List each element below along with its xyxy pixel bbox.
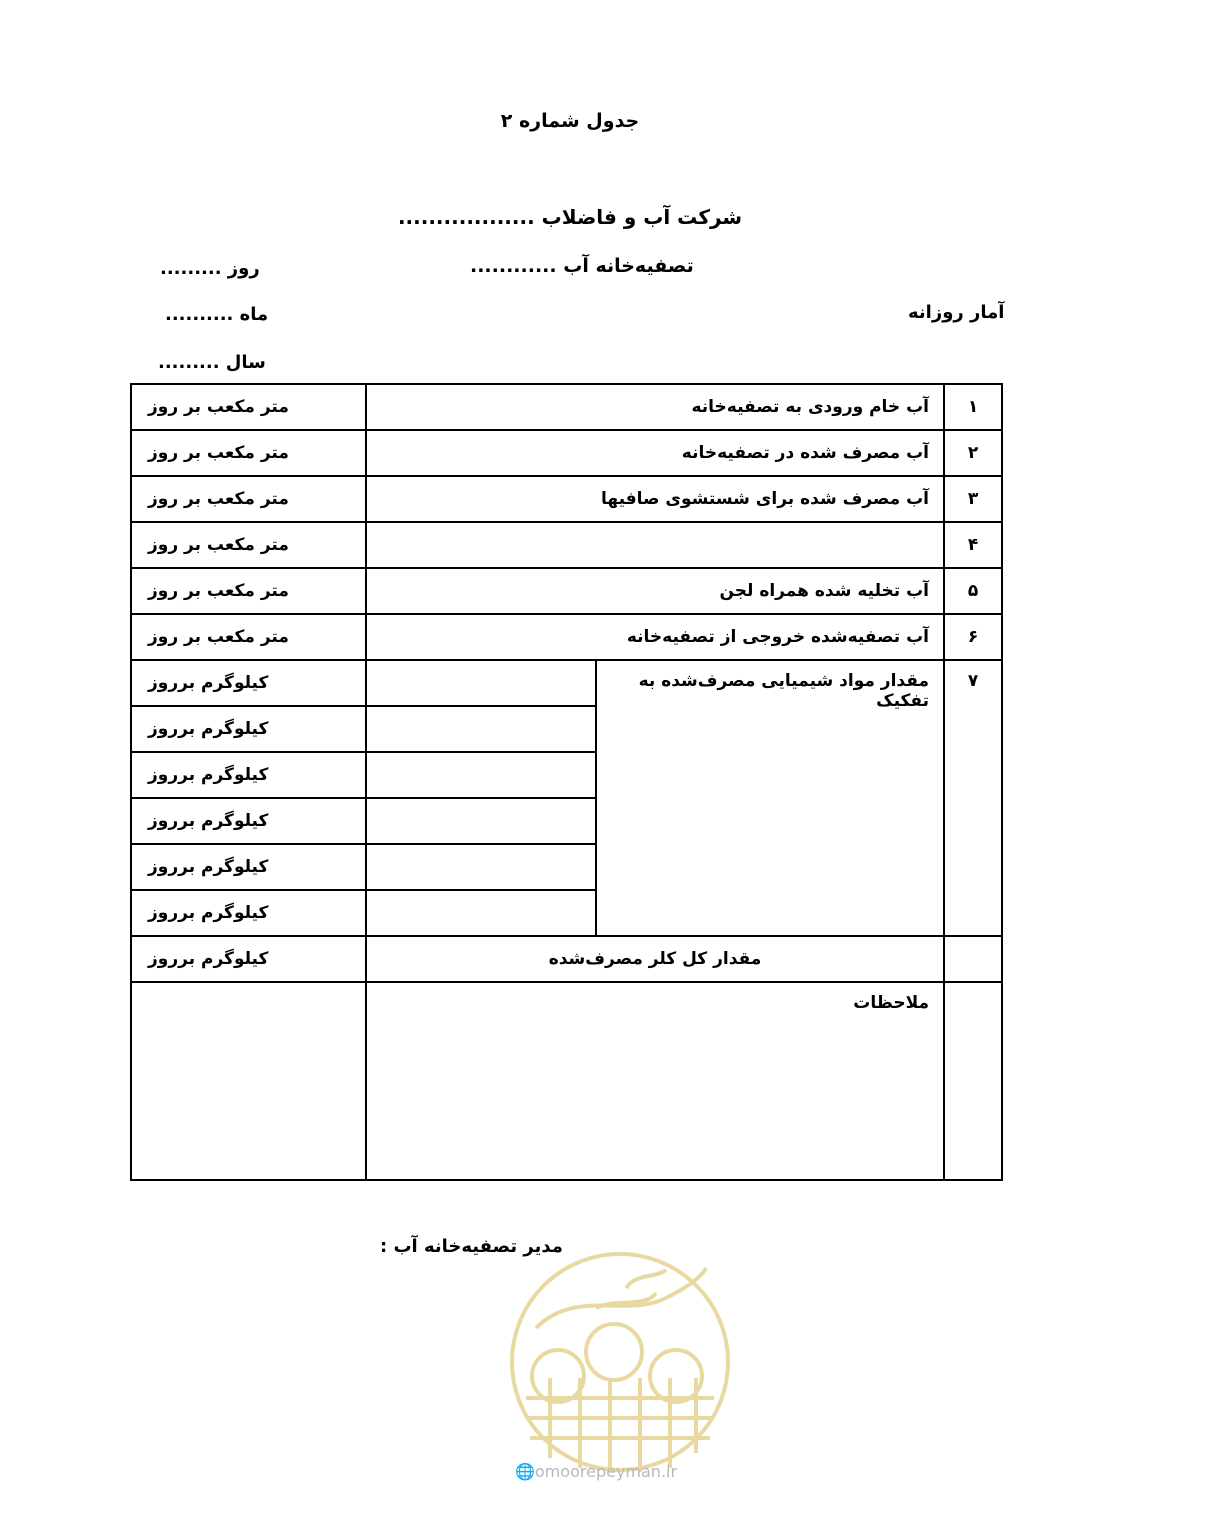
daily-stats-table [130, 383, 1003, 1181]
chlorine-unit: کیلوگرم برروز [131, 936, 366, 982]
table-row [131, 384, 1002, 430]
row-unit: متر مکعب بر روز [131, 568, 366, 614]
row-description: آب خام ورودی به تصفیه‌خانه [366, 384, 944, 430]
chemical-unit: کیلوگرم برروز [131, 706, 366, 752]
year-field: سال ......... [158, 352, 266, 373]
chemical-unit: کیلوگرم برروز [131, 798, 366, 844]
chemical-unit: کیلوگرم برروز [131, 660, 366, 706]
daily-stats-label: آمار روزانه [908, 302, 1005, 323]
row-number: ۶ [944, 614, 1002, 660]
row-unit: متر مکعب بر روز [131, 384, 366, 430]
website-watermark [515, 1462, 677, 1481]
row-number: ۱ [944, 384, 1002, 430]
table-row [131, 430, 1002, 476]
row-description: آب مصرف شده در تصفیه‌خانه [366, 430, 944, 476]
row-number: ۵ [944, 568, 1002, 614]
row-unit: متر مکعب بر روز [131, 614, 366, 660]
globe-icon: 🌐 [515, 1462, 535, 1481]
day-field: روز ......... [160, 258, 260, 279]
chlorine-description: مقدار کل کلر مصرف‌شده [366, 936, 944, 982]
table-row [131, 614, 1002, 660]
row-number-empty [944, 982, 1002, 1180]
row-description: آب تصفیه‌شده خروجی از تصفیه‌خانه [366, 614, 944, 660]
row-number: ۴ [944, 522, 1002, 568]
chemical-unit: کیلوگرم برروز [131, 890, 366, 936]
chemical-name-cell [366, 844, 596, 890]
row-unit: متر مکعب بر روز [131, 430, 366, 476]
chemical-name-cell [366, 890, 596, 936]
omoore-peyman-logo-watermark-icon [506, 1248, 734, 1476]
chemical-name-cell [366, 798, 596, 844]
chemical-name-cell [366, 706, 596, 752]
row-description: آب مصرف شده برای شستشوی صافیها [366, 476, 944, 522]
treatment-plant-line: تصفیه‌خانه آب ............ [470, 255, 694, 277]
table-row [131, 568, 1002, 614]
table-row [131, 522, 1002, 568]
chemicals-description: مقدار مواد شیمیایی مصرف‌شده به تفکیک [596, 660, 944, 936]
table-row [131, 660, 1002, 706]
row-unit: متر مکعب بر روز [131, 476, 366, 522]
row-number: ۲ [944, 430, 1002, 476]
row-description: آب تخلیه شده همراه لجن [366, 568, 944, 614]
chemical-name-cell [366, 752, 596, 798]
table-row [131, 476, 1002, 522]
row-unit: متر مکعب بر روز [131, 522, 366, 568]
remarks-label: ملاحظات [366, 982, 944, 1180]
row-number: ۳ [944, 476, 1002, 522]
page-title: جدول شماره ۲ [500, 110, 640, 132]
manager-signature-label: مدیر تصفیه‌خانه آب : [380, 1236, 563, 1257]
row-number: ۷ [944, 660, 1002, 936]
chemical-unit: کیلوگرم برروز [131, 844, 366, 890]
row-description [366, 522, 944, 568]
chemical-name-cell [366, 660, 596, 706]
table-row [131, 982, 1002, 1180]
row-number-empty [944, 936, 1002, 982]
chemical-unit: کیلوگرم برروز [131, 752, 366, 798]
website-text: omoorepeyman.ir [534, 1462, 678, 1481]
remarks-value-cell [131, 982, 366, 1180]
month-field: ماه .......... [165, 304, 269, 325]
table-row [131, 936, 1002, 982]
company-line: شرکت آب و فاضلاب .................. [397, 205, 743, 229]
